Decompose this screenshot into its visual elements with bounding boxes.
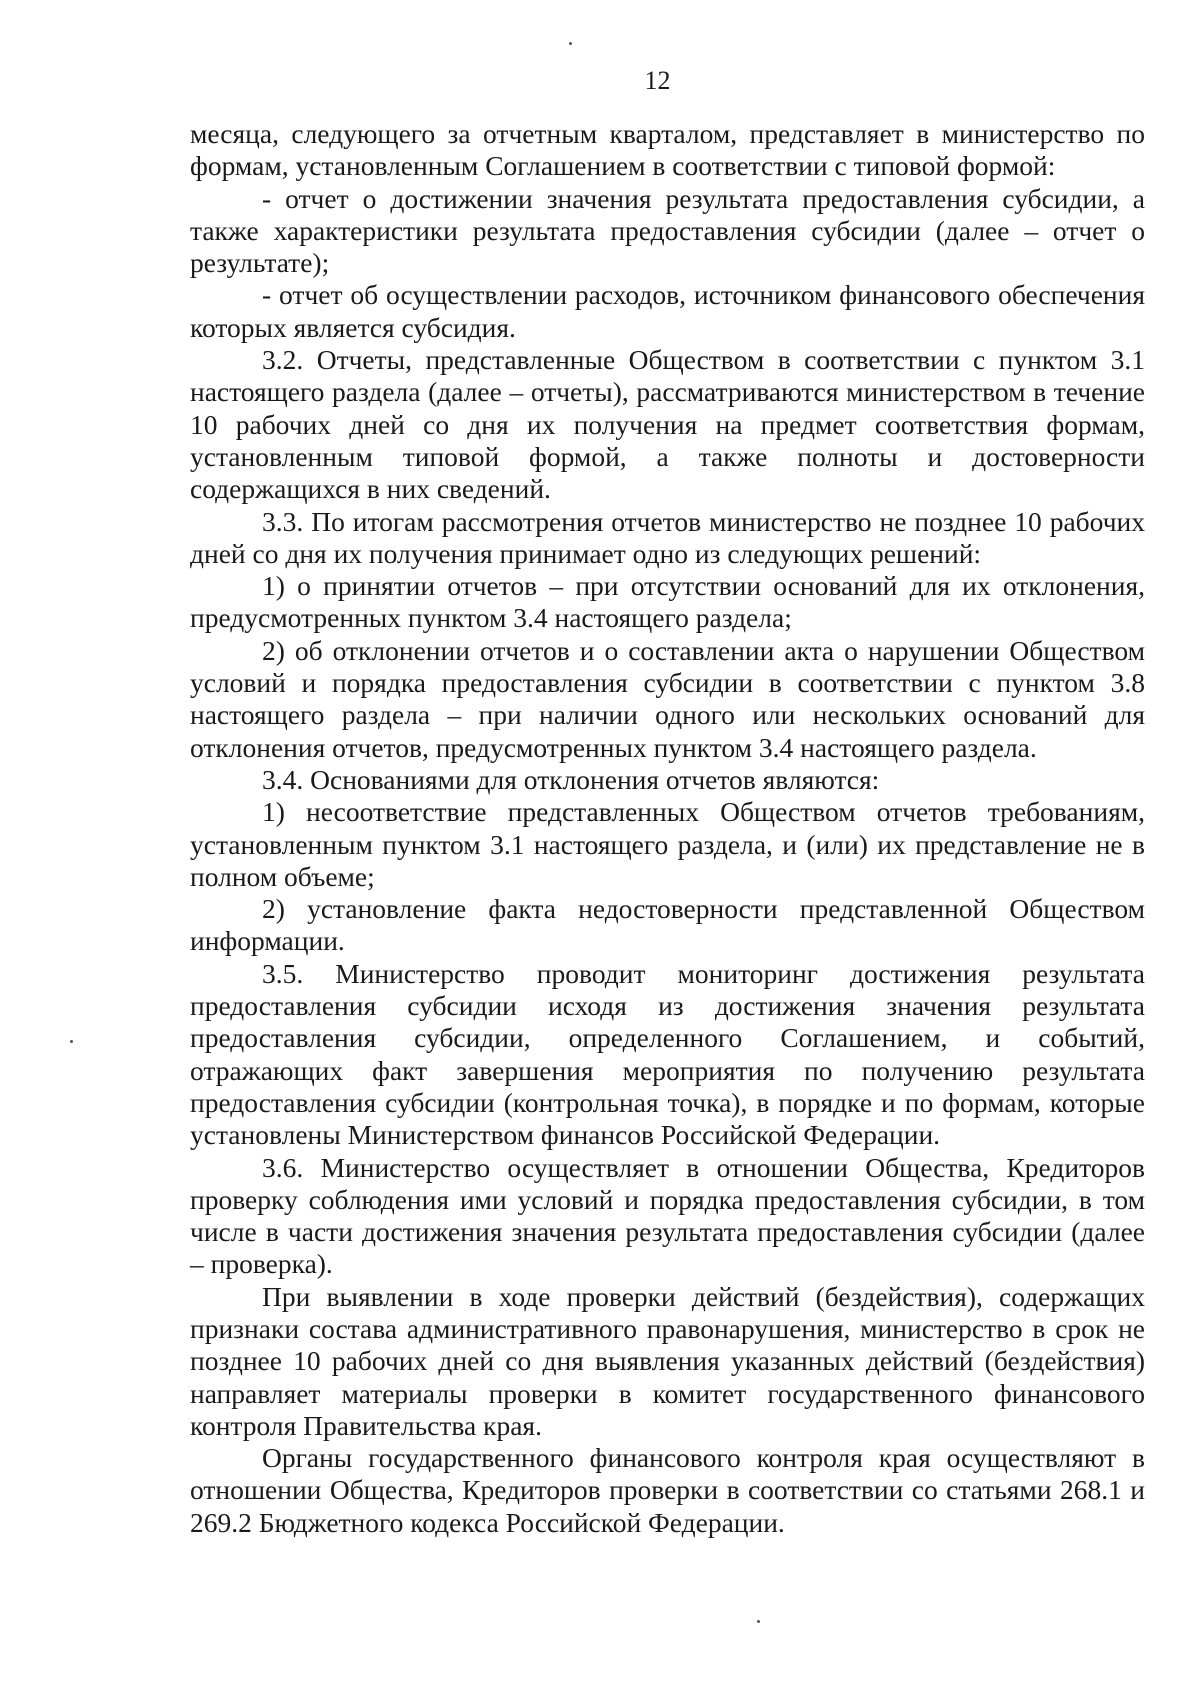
- paragraph-violation-detection: При выявлении в ходе проверки действий (бездействия), содержащих признаки состава административного правонарушения, министерство в срок не позднее 10 рабочих дней со дня выявления указанных действий (бездействия) направляет материалы проверки в комитет государственного финансового контроля Правительства края.: [190, 1280, 1145, 1441]
- paragraph-report-expenses: - отчет об осуществлении расходов, источником финансового обеспечения которых является субсидия.: [190, 279, 1145, 343]
- paragraph-3-3: 3.3. По итогам рассмотрения отчетов министерство не позднее 10 рабочих дней со дня их получения принимает одно из следующих решений:: [190, 505, 1145, 569]
- paragraph-financial-control: Органы государственного финансового контроля края осуществляют в отношении Общества, Кредиторов проверки в соответствии со статьями 268.1 и 269.2 Бюджетного кодекса Российской Федерации.: [190, 1442, 1145, 1538]
- paragraph-continuation: месяца, следующего за отчетным кварталом, представляет в министерство по формам, установленным Соглашением в соответствии с типовой формой:: [190, 118, 1145, 182]
- paragraph-3-5: 3.5. Министерство проводит мониторинг достижения результата предоставления субсидии исходя из достижения значения результата предоставления субсидии, определенного Соглашением, и событий, отражающих факт завершения мероприятия по получению результата предоставления субсидии (контрольная точка), в порядке и по формам, которые установлены Министерством финансов Российской Федерации.: [190, 957, 1145, 1151]
- paragraph-3-4-item-2: 2) установление факта недостоверности представленной Обществом информации.: [190, 893, 1145, 957]
- paragraph-3-2: 3.2. Отчеты, представленные Обществом в соответствии с пунктом 3.1 настоящего раздела (далее – отчеты), рассматриваются министерством в течение 10 рабочих дней со дня их получения на предмет соответствия формам, установленным типовой формой, а также полноты и достоверности содержащихся в них сведений.: [190, 344, 1145, 505]
- paragraph-3-6: 3.6. Министерство осуществляет в отношении Общества, Кредиторов проверку соблюдения ими условий и порядка предоставления субсидии, в том числе в части достижения значения результата предоставления субсидии (далее – проверка).: [190, 1151, 1145, 1280]
- page-number: 12: [644, 66, 671, 95]
- document-body: [190, 118, 1145, 1539]
- paragraph-3-3-item-1: 1) о принятии отчетов – при отсутствии оснований для их отклонения, предусмотренных пунктом 3.4 настоящего раздела;: [190, 570, 1145, 634]
- scan-speck: [757, 1620, 760, 1623]
- paragraph-3-4: 3.4. Основаниями для отклонения отчетов являются:: [262, 763, 880, 795]
- scan-speck: [569, 42, 572, 45]
- paragraph-3-4-item-1: 1) несоответствие представленных Обществом отчетов требованиям, установленным пунктом 3.1 настоящего раздела, и (или) их представление не в полном объеме;: [190, 796, 1145, 892]
- paragraph-3-3-item-2: 2) об отклонении отчетов и о составлении акта о нарушении Обществом условий и порядка предоставления субсидии в соответствии с пунктом 3.8 настоящего раздела – при наличии одного или нескольких оснований для отклонения отчетов, предусмотренных пунктом 3.4 настоящего раздела.: [190, 634, 1145, 763]
- paragraph-report-result: - отчет о достижении значения результата предоставления субсидии, а также характеристики результата предоставления субсидии (далее – отчет о результате);: [190, 182, 1145, 279]
- scan-speck: [70, 1040, 73, 1043]
